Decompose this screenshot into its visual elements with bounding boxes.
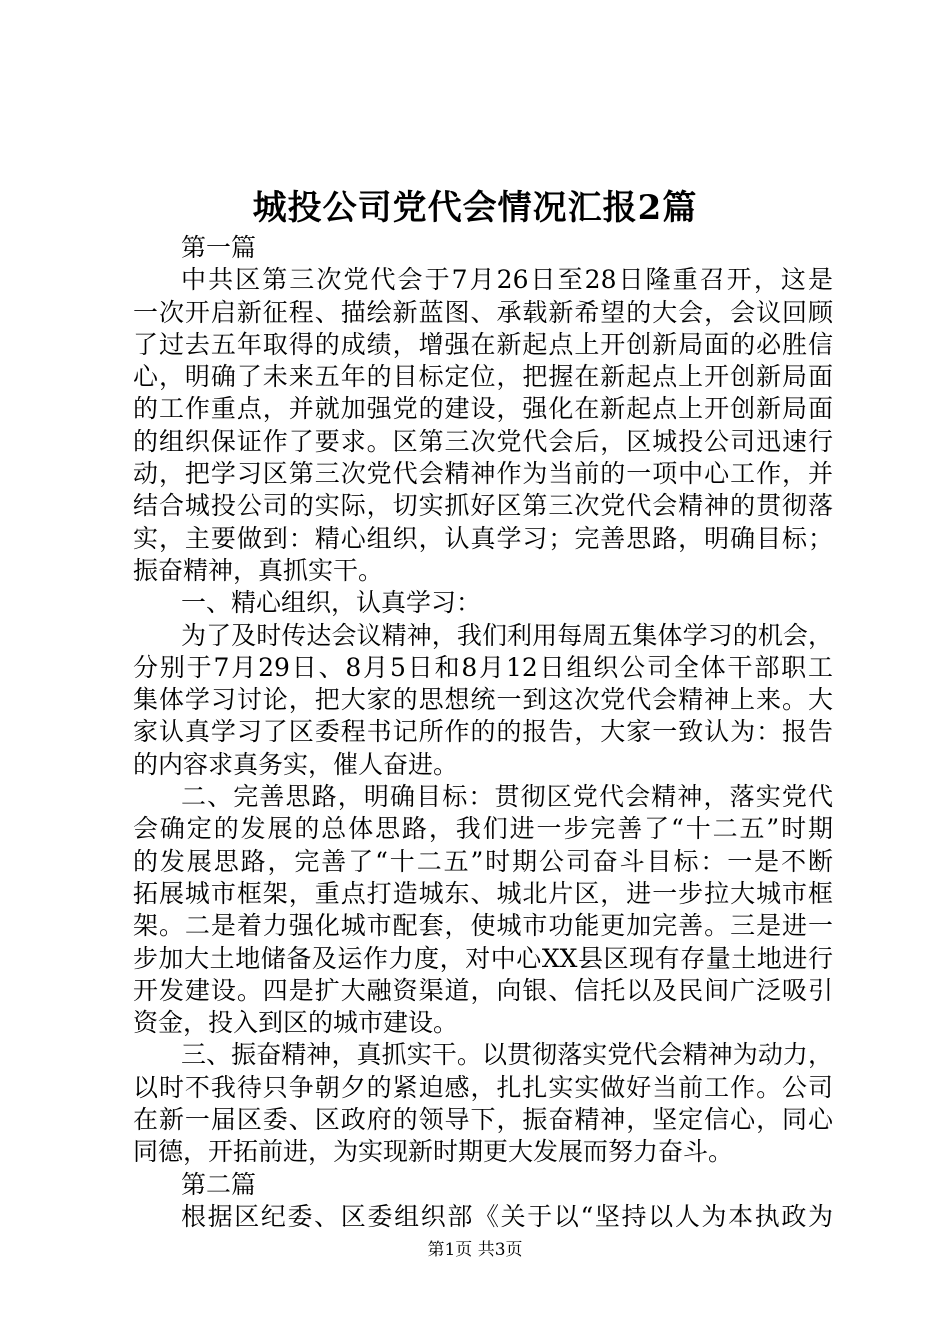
paragraph-line: 会确定的发展的总体思路，我们进一步完善了“十二五”时期 bbox=[133, 814, 833, 844]
paragraph-line: 的组织保证作了要求。区第三次党代会后，区城投公司迅速行 bbox=[133, 426, 833, 456]
paragraph-line: 三、振奋精神，真抓实干。以贯彻落实党代会精神为动力， bbox=[181, 1040, 833, 1070]
paragraph-line: 心，明确了未来五年的目标定位，把握在新起点上开创新局面 bbox=[133, 362, 833, 392]
section-heading: 第二篇 bbox=[181, 1169, 257, 1199]
paragraph-line: 根据区纪委、区委组织部《关于以“坚持以人为本执政为 bbox=[181, 1201, 833, 1231]
section-heading: 第一篇 bbox=[181, 233, 257, 262]
paragraph-line: 拓展城市框架，重点打造城东、城北片区，进一步拉大城市框 bbox=[133, 878, 833, 908]
paragraph-line: 动，把学习区第三次党代会精神作为当前的一项中心工作，并 bbox=[133, 459, 833, 489]
document-body bbox=[133, 232, 833, 1233]
paragraph-line: 的工作重点，并就加强党的建设，强化在新起点上开创新局面 bbox=[133, 394, 833, 424]
paragraph-line: 同德，开拓前进，为实现新时期更大发展而努力奋斗。 bbox=[133, 1137, 734, 1167]
paragraph-line: 开发建设。四是扩大融资渠道，向银、信托以及民间广泛吸引 bbox=[133, 975, 833, 1005]
paragraph-line: 以时不我待只争朝夕的紧迫感，扎扎实实做好当前工作。公司 bbox=[133, 1072, 833, 1102]
paragraph-line: 一次开启新征程、描绘新蓝图、承载新希望的大会，会议回顾 bbox=[133, 297, 833, 327]
section-heading: 一、精心组织，认真学习： bbox=[181, 588, 482, 618]
paragraph-line: 二、完善思路，明确目标：贯彻区党代会精神，落实党代 bbox=[181, 782, 833, 812]
paragraph-line: 在新一届区委、区政府的领导下，振奋精神，坚定信心，同心 bbox=[133, 1105, 833, 1135]
paragraph-line: 的发展思路，完善了“十二五”时期公司奋斗目标：一是不断 bbox=[133, 846, 833, 876]
paragraph-line: 结合城投公司的实际，切实抓好区第三次党代会精神的贯彻落 bbox=[133, 491, 833, 521]
paragraph-line: 分别于7月29日、8月5日和8月12日组织公司全体干部职工 bbox=[133, 652, 833, 682]
paragraph-line: 步加大土地储备及运作力度，对中心XX县区现有存量土地进行 bbox=[133, 943, 833, 973]
paragraph-line: 集体学习讨论，把大家的思想统一到这次党代会精神上来。大 bbox=[133, 685, 833, 715]
paragraph-line: 中共区第三次党代会于7月26日至28日隆重召开，这是 bbox=[181, 265, 833, 295]
paragraph-line: 资金，投入到区的城市建设。 bbox=[133, 1008, 459, 1038]
document-title: 城投公司党代会情况汇报2篇 bbox=[252, 188, 698, 228]
paragraph-line: 为了及时传达会议精神，我们利用每周五集体学习的机会， bbox=[181, 620, 833, 650]
paragraph-line: 振奋精神，真抓实干。 bbox=[133, 555, 384, 585]
page-footer: 第1页 共3页 bbox=[427, 1240, 523, 1260]
paragraph-line: 架。二是着力强化城市配套，使城市功能更加完善。三是进一 bbox=[133, 911, 833, 941]
paragraph-line: 了过去五年取得的成绩，增强在新起点上开创新局面的必胜信 bbox=[133, 329, 833, 359]
paragraph-line: 实，主要做到：精心组织，认真学习；完善思路，明确目标； bbox=[133, 523, 833, 553]
paragraph-line: 家认真学习了区委程书记所作的的报告，大家一致认为：报告 bbox=[133, 717, 833, 747]
paragraph-line: 的内容求真务实，催人奋进。 bbox=[133, 749, 459, 779]
